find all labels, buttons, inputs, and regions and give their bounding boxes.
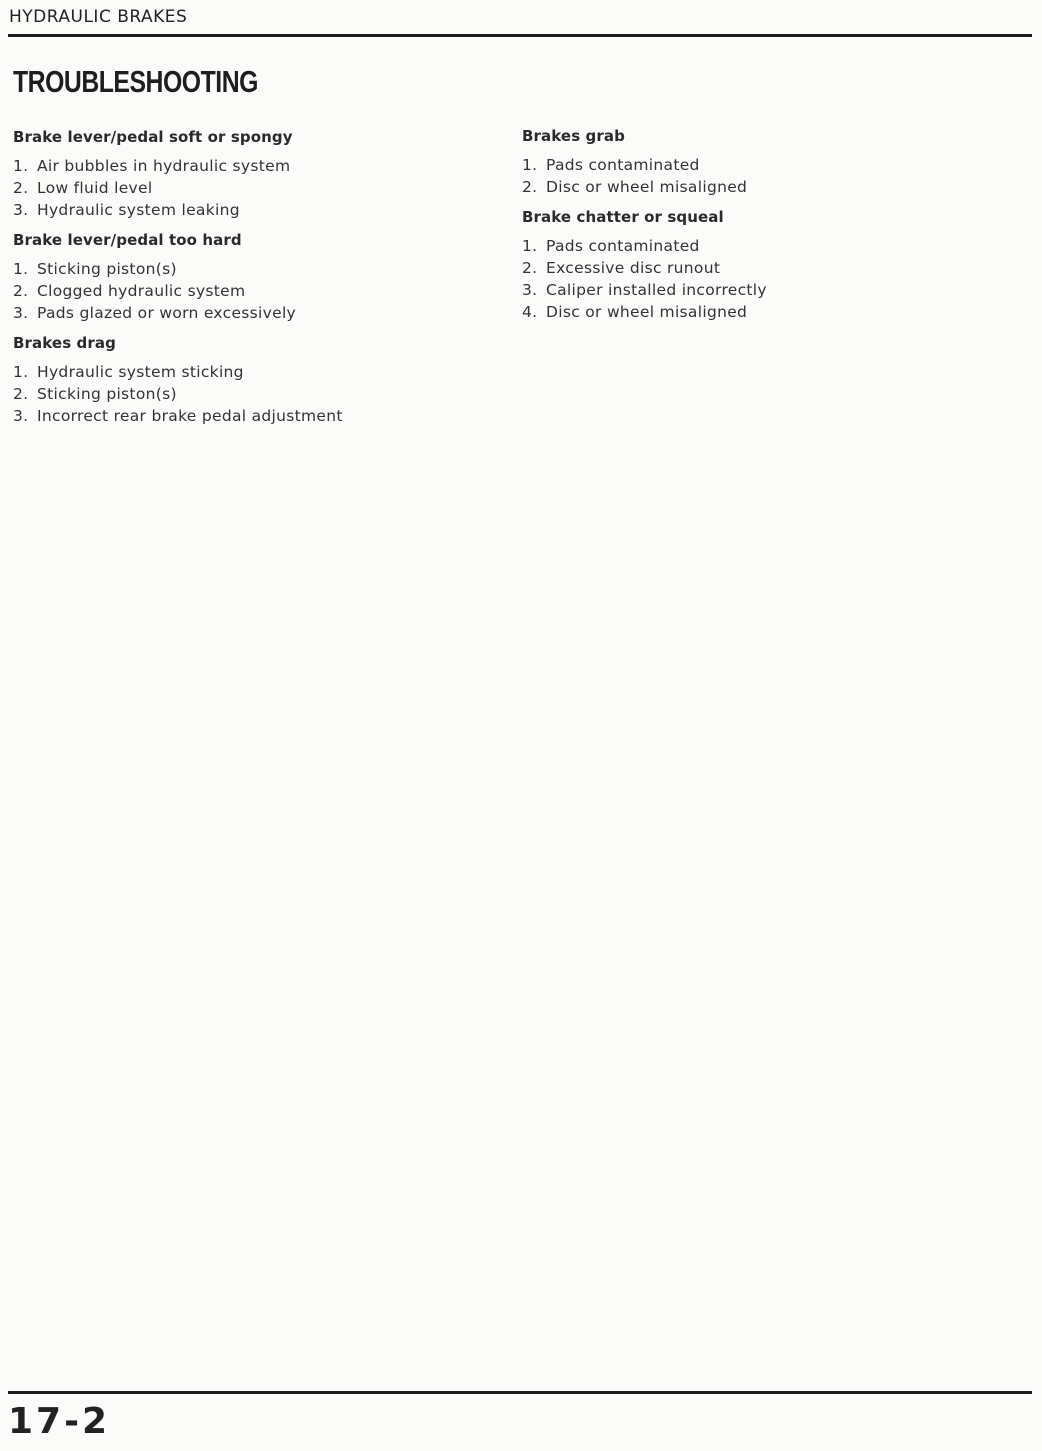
cause-item [13,405,493,427]
cause-number: 3. [13,201,29,219]
symptom-heading: Brake lever/pedal soft or spongy [13,128,293,146]
cause-item [522,301,1022,323]
cause-item [13,302,493,324]
cause-text: Sticking piston(s) [37,260,177,278]
symptom-group [13,231,493,324]
cause-item [13,258,493,280]
cause-text: Disc or wheel misaligned [546,303,748,321]
cause-number: 1. [522,237,538,255]
cause-text: Sticking piston(s) [37,385,177,403]
cause-text: Hydraulic system leaking [37,201,240,219]
cause-text: Low fluid level [37,179,153,197]
cause-item [13,383,493,405]
cause-text: Pads contaminated [546,237,700,255]
cause-number: 2. [522,259,538,277]
cause-item [522,176,1022,198]
cause-list [13,155,493,221]
symptom-heading: Brakes grab [522,127,625,145]
cause-text: Pads contaminated [546,156,700,174]
cause-list [13,361,493,427]
cause-text: Clogged hydraulic system [37,282,246,300]
header-rule [8,34,1032,37]
cause-item [13,177,493,199]
cause-number: 2. [522,178,538,196]
symptom-group [522,208,1022,323]
cause-number: 3. [13,407,29,425]
cause-number: 1. [13,260,29,278]
cause-number: 2. [13,179,29,197]
cause-number: 2. [13,282,29,300]
cause-item [13,361,493,383]
symptom-heading: Brakes drag [13,334,116,352]
symptom-heading: Brake lever/pedal too hard [13,231,242,249]
cause-number: 2. [13,385,29,403]
cause-number: 3. [13,304,29,322]
cause-item [522,154,1022,176]
cause-text: Disc or wheel misaligned [546,178,748,196]
cause-list [522,154,1022,198]
running-header: HYDRAULIC BRAKES [9,7,188,27]
cause-number: 1. [13,363,29,381]
cause-number: 4. [522,303,538,321]
cause-text: Excessive disc runout [546,259,721,277]
cause-list [13,258,493,324]
symptom-group [522,127,1022,198]
cause-item [13,199,493,221]
cause-item [522,257,1022,279]
cause-list [522,235,1022,323]
cause-text: Pads glazed or worn excessively [37,304,297,322]
cause-text: Hydraulic system sticking [37,363,244,381]
symptom-group [13,334,493,427]
cause-item [13,280,493,302]
cause-item [522,279,1022,301]
cause-number: 1. [522,156,538,174]
symptom-group [13,128,493,221]
right-column [522,127,1022,333]
cause-text: Incorrect rear brake pedal adjustment [37,407,343,425]
cause-item [522,235,1022,257]
left-column [13,128,493,437]
cause-number: 1. [13,157,29,175]
cause-text: Caliper installed incorrectly [546,281,767,299]
cause-number: 3. [522,281,538,299]
section-title: TROUBLESHOOTING [13,64,258,99]
footer-rule [8,1391,1032,1394]
cause-item [13,155,493,177]
page-number: 17-2 [8,1401,111,1442]
symptom-heading: Brake chatter or squeal [522,208,724,226]
cause-text: Air bubbles in hydraulic system [37,157,291,175]
